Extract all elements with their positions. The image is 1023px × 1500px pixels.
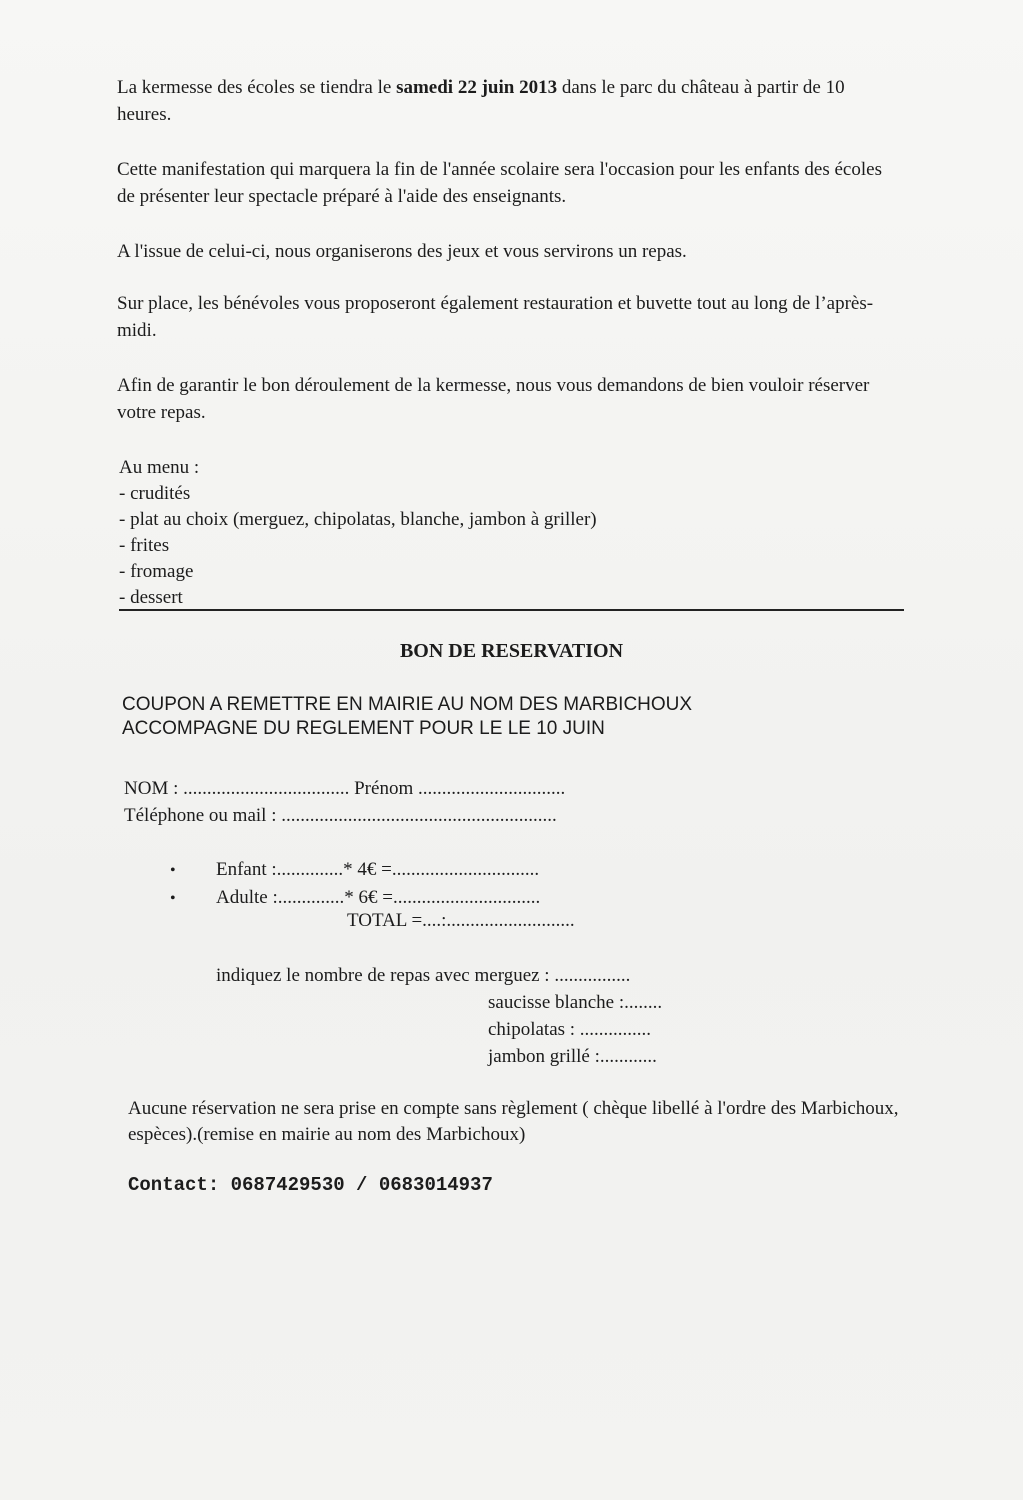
blanche-count-field: saucisse blanche :........ — [488, 992, 663, 1013]
intro-paragraph-5: Afin de garantir le bon déroulement de la kermesse, nous vous demandons de bien vouloir réserver votre repas. — [117, 375, 870, 423]
bullet-icon: • — [170, 862, 176, 879]
coupon-line-2: ACCOMPAGNE DU REGLEMENT POUR LE LE 10 JUIN — [122, 718, 605, 739]
telephone-mail-field: Téléphone ou mail : .......................................................... — [124, 805, 557, 826]
jambon-count-field: jambon grillé :............ — [488, 1046, 657, 1067]
merguez-count-field: indiquez le nombre de repas avec merguez : ................ — [216, 965, 631, 986]
menu-list — [119, 455, 597, 611]
enfant-field: Enfant :..............* 4€ =............................... — [216, 859, 540, 880]
section-divider — [119, 609, 904, 611]
coupon-instructions — [122, 693, 692, 741]
menu-item: - crudités — [119, 483, 191, 504]
total-field: TOTAL =....:........................... — [347, 910, 575, 931]
nom-prenom-field: NOM : ................................... Prénom ............................... — [124, 778, 566, 799]
menu-item: - frites — [119, 535, 170, 556]
payment-notice: Aucune réservation ne sera prise en compte sans règlement ( chèque libellé à l'ordre des Marbichoux, espèces).(remise en mairie au nom des Marbichoux) — [128, 1098, 899, 1145]
menu-heading: Au menu : — [119, 457, 200, 478]
bullet-icon: • — [170, 890, 176, 907]
list-item — [170, 856, 540, 884]
list-item — [170, 884, 540, 912]
contact-fields — [124, 775, 565, 829]
coupon-line-1: COUPON A REMETTRE EN MAIRIE AU NOM DES MARBICHOUX — [122, 694, 693, 715]
meal-choice-fields — [216, 962, 662, 1070]
intro-text: La kermesse des écoles se tiendra le — [117, 77, 397, 98]
form-title: BON DE RESERVATION — [399, 640, 624, 662]
chipolatas-count-field: chipolatas : ............... — [488, 1019, 652, 1040]
menu-item: - plat au choix (merguez, chipolatas, blanche, jambon à griller) — [119, 509, 597, 530]
event-date: samedi 22 juin 2013 — [396, 77, 558, 98]
menu-item: - dessert — [119, 587, 183, 608]
intro-paragraph-2: Cette manifestation qui marquera la fin de l'année scolaire sera l'occasion pour les enfants des écoles de présenter leur spectacle préparé à l'aide des enseignants. — [117, 159, 882, 207]
intro-paragraph-1 — [117, 74, 897, 128]
intro-paragraph-3: A l'issue de celui-ci, nous organiserons des jeux et vous servirons un repas. — [117, 241, 687, 262]
contact-phones: Contact: 0687429530 / 0683014937 — [128, 1174, 493, 1196]
intro-paragraph-4: Sur place, les bénévoles vous proposeront également restauration et buvette tout au long de l’après-midi. — [117, 293, 874, 341]
menu-item: - fromage — [119, 561, 194, 582]
intro-text-end: dans le parc du château à partir de 10 heures. — [117, 77, 845, 125]
adulte-field: Adulte :..............* 6€ =............................... — [216, 887, 541, 908]
meal-count-list — [170, 856, 540, 912]
